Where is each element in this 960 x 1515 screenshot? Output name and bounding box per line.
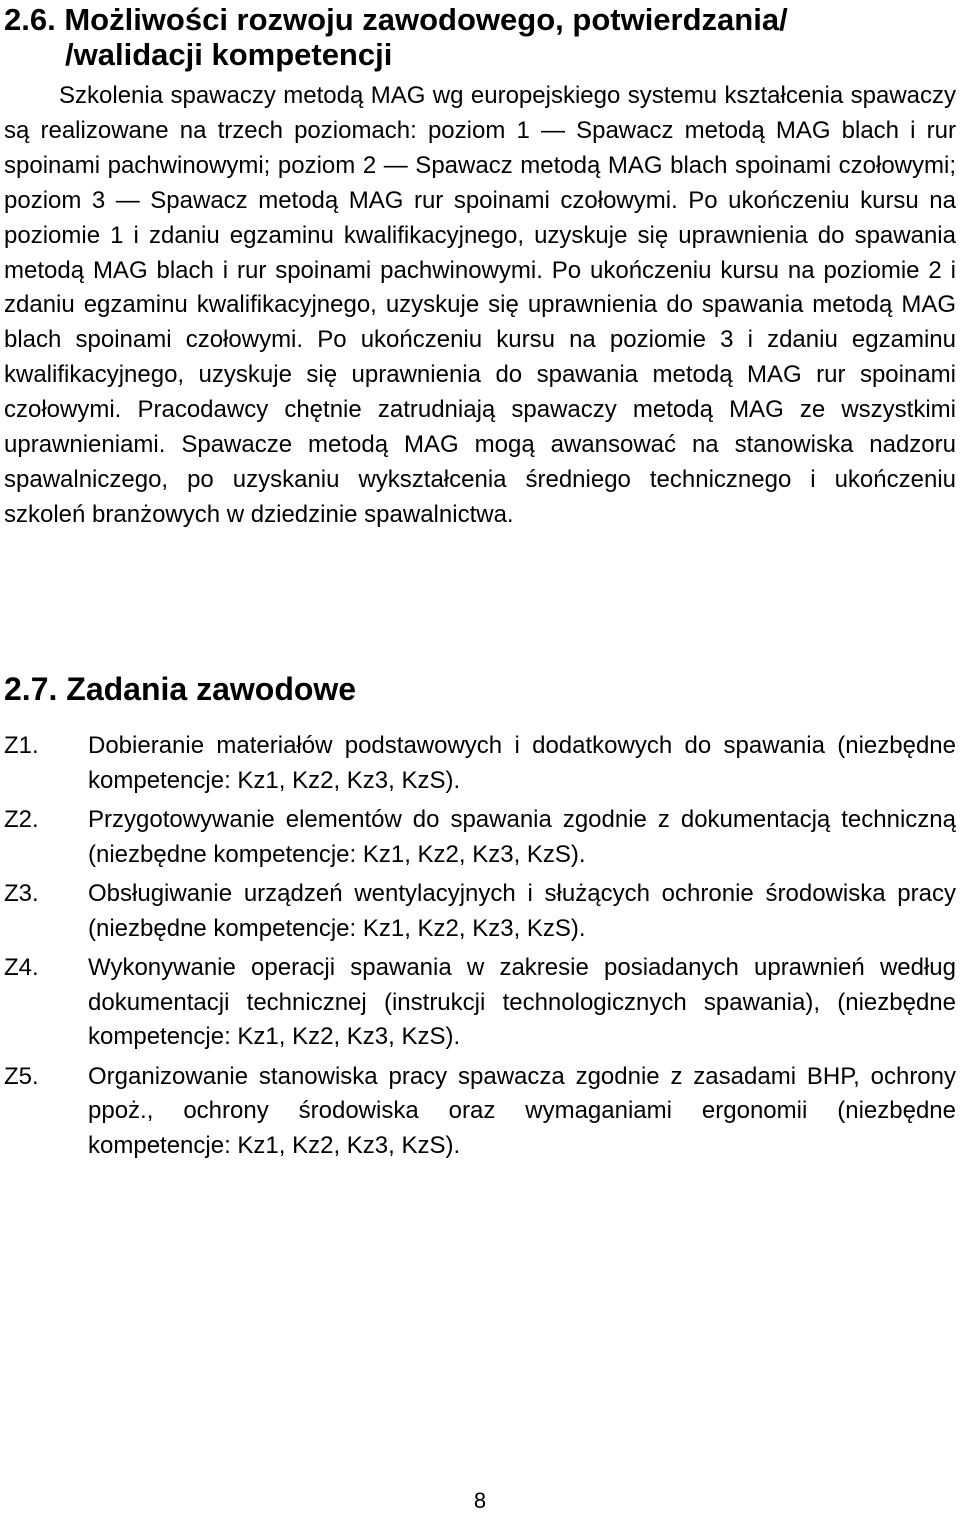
task-item-z1 — [4, 729, 956, 798]
task-number: Z4. — [4, 954, 39, 981]
section-heading-2-6-line1: 2.6. Możliwości rozwoju zawodowego, potwierdzania/ — [4, 2, 788, 37]
professional-tasks-list — [4, 729, 956, 1168]
section-heading-2-7: 2.7. Zadania zawodowe — [4, 671, 357, 707]
task-item-z4 — [4, 951, 956, 1055]
task-number: Z1. — [4, 732, 39, 759]
task-number: Z5. — [4, 1062, 39, 1090]
task-item-z3 — [4, 877, 956, 946]
task-item-z2 — [4, 803, 956, 872]
page-number: 8 — [473, 1488, 487, 1513]
task-text: Przygotowywanie elementów do spawania zgodnie z dokumentacją techniczną (niezbędne kompetencje: Kz1, Kz2, Kz3, KzS). — [88, 806, 956, 868]
task-number: Z3. — [4, 880, 39, 907]
task-number: Z2. — [4, 806, 39, 833]
career-development-paragraph: Szkolenia spawaczy metodą MAG wg europejskiego systemu kształcenia spawaczy są realizowane na trzech poziomach: poziom 1 — Spawacz metodą MAG blach i rur spoinami pachwinowymi; poziom 2 — Spawacz metodą MAG blach spoinami czołowymi; poziom 3 — Spawacz metodą MAG rur spoinami czołowymi. Po ukończeniu kursu na poziomie 1 i zdaniu egzaminu kwalifikacyjnego, uzyskuje się uprawnienia do spawania metodą MAG blach i rur spoinami pachwinowymi. Po ukończeniu kursu na poziomie 2 i zdaniu egzaminu kwalifikacyjnego, uzyskuje się uprawnienia do spawania metodą MAG blach spoinami czołowymi. Po ukończeniu kursu na poziomie 3 i zdaniu egzaminu kwalifikacyjnego, uzyskuje się uprawnienia do spawania metodą MAG rur spoinami czołowymi. Pracodawcy chętnie zatrudniają spawaczy metodą MAG ze wszystkimi uprawnieniami. Spawacze metodą MAG mogą awansować na stanowiska nadzoru spawalniczego, po uzyskaniu wykształcenia średniego technicznego i ukończeniu szkoleń branżowych w dziedzinie spawalnictwa. — [4, 82, 956, 528]
task-text: Wykonywanie operacji spawania w zakresie posiadanych uprawnień według dokumentacji technicznej (instrukcji technologicznych spawania), (niezbędne kompetencje: Kz1, Kz2, Kz3, KzS). — [88, 954, 956, 1050]
task-item-z5 — [4, 1060, 956, 1164]
task-text: Organizowanie stanowiska pracy spawacza zgodnie z zasadami BHP, ochrony ppoż., ochrony środowiska oraz wymaganiami ergonomii (niezbędne kompetencje: Kz1, Kz2, Kz3, KzS). — [88, 1062, 956, 1159]
task-text: Obsługiwanie urządzeń wentylacyjnych i służących ochronie środowiska pracy (niezbędne kompetencje: Kz1, Kz2, Kz3, KzS). — [88, 880, 956, 942]
task-text: Dobieranie materiałów podstawowych i dodatkowych do spawania (niezbędne kompetencje: Kz1, Kz2, Kz3, KzS). — [88, 732, 956, 794]
section-heading-2-6 — [4, 2, 788, 72]
section-heading-2-6-line2: /walidacji kompetencji — [65, 37, 393, 72]
